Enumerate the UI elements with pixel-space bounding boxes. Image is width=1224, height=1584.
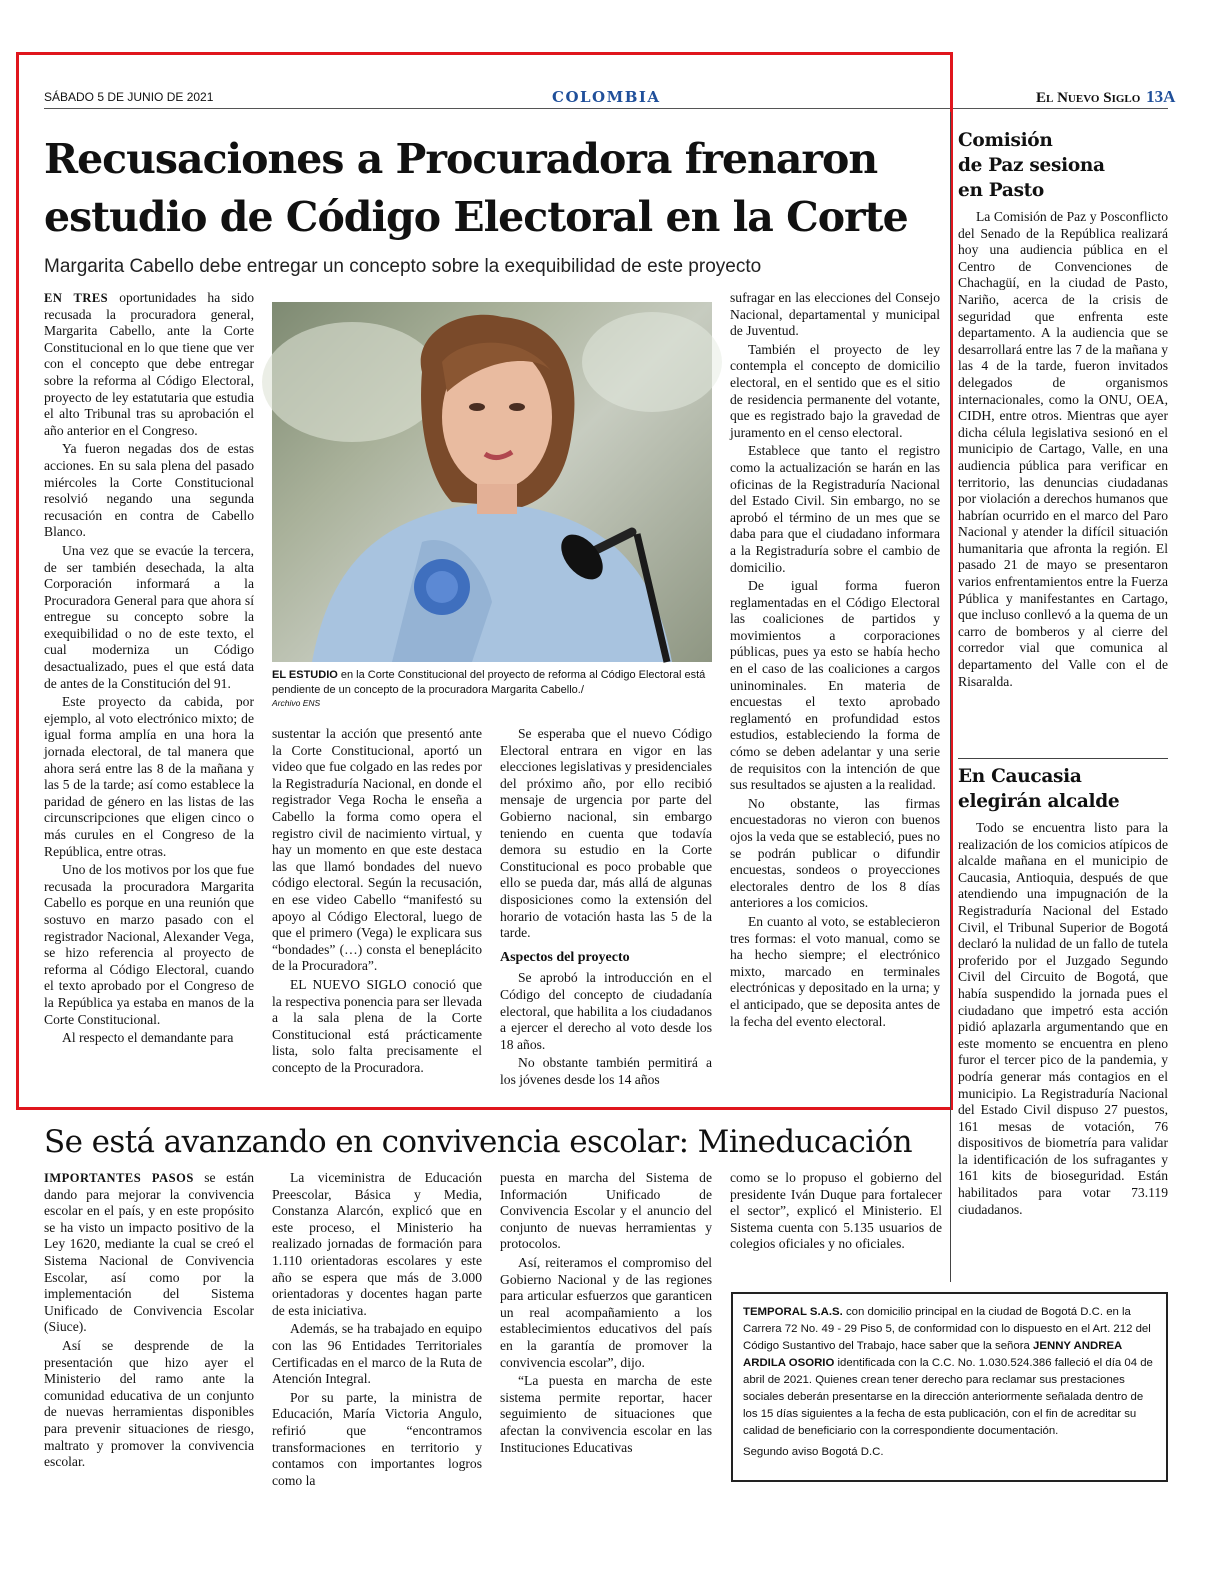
photo-caption xyxy=(272,668,712,709)
paragraph: También el proyecto de ley contempla el concepto de domicilio electoral, en el sentido que es el sitio de residencia permanente del votante, que es registrado bajo la gravedad de juramento en el censo electoral. xyxy=(730,341,940,440)
paragraph: Establece que tanto el registro como la actualización se harán en las oficinas de la Registraduría Nacional del Estado Civil. Sin embargo, no se aprobó el término de un mes que se daba para que el ciudadano informara a la Registraduría sobre el cambio de domicilio. xyxy=(730,443,940,575)
paragraph: Se aprobó la introducción en el Código del concepto de ciudadanía electoral, que habilita a los ciudadanos a ejercer el derecho al voto desde los 18 años. xyxy=(500,970,712,1052)
second-headline: Se está avanzando en convivencia escolar: Mineducación xyxy=(44,1124,913,1160)
notice-name: JENNY ANDREA ARDILA OSORIO xyxy=(743,1340,1122,1369)
notice-text-1: con domicilio principal en la ciudad de Bogotá D.C. en la Carrera 72 No. 49 - 29 Piso 5, de conformidad con lo dispuesto en el Art. 212 del Código Sustantivo del Trabajo, hace saber que la señora xyxy=(743,1306,1151,1352)
headline-line-2: estudio de Código Electoral en la Corte xyxy=(44,193,908,241)
paragraph: No obstante, las firmas encuestadoras no vieron con buenos ojos la veda que se estableció, pues no se podrán publicar o difundir encuestas, sondeos o proyecciones electorales dentro de los 8 días anteriores a los comicios. xyxy=(730,795,940,911)
paragraph: Por su parte, la ministra de Educación, María Victoria Angulo, refirió que “encontramos transformaciones en territorio y contamos con importantes logros como la xyxy=(272,1389,482,1488)
page-number: 13A xyxy=(1146,87,1176,106)
paragraph: sustentar la acción que presentó ante la Corte Constitucional, aportó un video que fue colgado en las redes por la Registraduría Nacional, en donde el registrador Vega Rocha le enseña a Cabello la forma como opera el registro civil de nacimiento virtual, y hay un momento en que este destaca las que llamó bondades del nuevo código electoral. Según la recusación, en ese video Cabello “manifestó su apoyo al Código Electoral, luego de que el primero (Vega) le explicara sus “bondades” (…) consta el beneplácito de la Procuradora”. xyxy=(272,726,482,974)
notice-body xyxy=(743,1304,1156,1440)
sidebar-divider xyxy=(958,758,1168,759)
main-column-3 xyxy=(500,726,712,1100)
sidebar-a-body xyxy=(958,209,1168,739)
photo xyxy=(272,302,712,662)
sidebar-b-body xyxy=(958,820,1168,1280)
notice-company: TEMPORAL S.A.S. xyxy=(743,1306,843,1318)
paragraph: Al respecto el demandante para xyxy=(62,1030,234,1046)
sidebar-rule xyxy=(950,112,951,1282)
masthead xyxy=(1036,87,1175,107)
main-column-1 xyxy=(44,290,254,1100)
paragraph: Ya fueron negadas dos de estas acciones. En su sala plena del pasado miércoles la Corte Constitucional resolvió negando una segunda recusación en contra de Cabello Blanco. xyxy=(44,441,254,540)
paragraph: sufragar en las elecciones del Consejo Nacional, departamental y municipal de Juventud. xyxy=(730,290,940,339)
sidebar-story-a xyxy=(958,128,1168,739)
paragraph: De igual forma fueron reglamentadas en el Código Electoral las coaliciones de partidos y movimientos a corporaciones públicas, pues ya esto se había hecho en el caso de las coaliciones a cargos uninominales. En materia de encuestas el texto aprobado reglamentó en profundidad estos estudios, estableciendo la forma de cómo se deben adelantar y una serie de requisitos con la intención de que sus resultados se ajusten a la realidad. xyxy=(730,578,940,793)
caption-text: en la Corte Constitucional del proyecto de reforma al Código Electoral está pendiente de un concepto de la procuradora Margarita Cabello./ xyxy=(272,669,706,696)
subhead: Aspectos del proyecto xyxy=(500,949,630,965)
paragraph: como se lo propuso el gobierno del presidente Iván Duque para fortalecer el sector”, explicó el Ministerio. El Sistema cuenta con 5.135 usuarios de colegios oficiales y no oficiales. xyxy=(730,1170,942,1252)
legal-notice xyxy=(731,1292,1168,1482)
notice-text-2: identificada con la C.C. No. 1.030.524.386 falleció el día 04 de abril de 2021. Quienes crean tener derecho para reclamar sus prestaciones sociales deberán presentarse en la dirección anteriormente señalada dentro de los 15 días siguientes a la fecha de esta publicación, con el fin de acreditar su calidad de beneficiario con la correspondiente documentación. xyxy=(743,1357,1153,1437)
lead-in: IMPORTANTES PASOS xyxy=(44,1171,194,1185)
paragraph: Todo se encuentra listo para la realización de los comicios atípicos de alcalde mañana en el municipio de Caucasia, Antioquia, después de que atendiendo una impugnación de la Registraduría Nacional del Estado Civil, el Tribunal Superior de Bogotá declaró la nulidad de un fallo de tutela proferido por el Juzgado Segundo Civil del Circuito de Bogotá, que había suspendido la jornada pues el ciudadano que impetró esta acción pidió aplazarla argumentando que en este momento se encuentra en pleno furor el tercer pico de la pandemia, y podría generar más contagios en el municipio. La Registraduría Nacional del Estado Civil dispuso 27 puestos, 161 mesas de votación, 76 dispositivos de biometría para validar la identificación de los sufragantes y 161 kits de bioseguridad. Están habilitados para votar 73.119 ciudadanos. xyxy=(958,820,1168,1217)
notice-footer: Segundo aviso Bogotá D.C. xyxy=(743,1446,884,1458)
paragraph: se están dando para mejorar la convivencia escolar en el país, y en este propósito se ha visto un impacto positivo de la Ley 1620, mediante la cual se creó el Sistema Nacional de Convivencia Escolar, así como por la implementación del Sistema Unificado de Convivencia Escolar (Siuce). xyxy=(44,1170,254,1335)
lead-in: EN TRES xyxy=(44,291,109,305)
paragraph: Además, se ha trabajado en equipo con las 96 Entidades Territoriales Certificadas en el marco de la Ruta de Atención Integral. xyxy=(272,1321,482,1387)
deck: Margarita Cabello debe entregar un concepto sobre la exequibilidad de este proyecto xyxy=(44,256,762,277)
title-line: en Pasto xyxy=(958,180,1044,201)
paragraph: En cuanto al voto, se establecieron tres formas: el voto manual, como se ha hecho siempre; el electrónico mixto, marcado en terminales electrónicas y depositado en la urna; y el anticipado, que se deposita antes de la fecha del evento electoral. xyxy=(730,913,940,1029)
paragraph: La Comisión de Paz y Posconflicto del Senado de la República realizará hoy una audiencia pública en el Centro de Convenciones de Chachagüí, en la ciudad de Pasto, Nariño, acerca de la crisis de seguridad que enfrenta este departamento. A la audiencia que se desarrollará entre las 7 de la mañana y las 4 de la tarde, fueron invitados delegados de organismos internacionales, como la ONU, OEA, CIDH, entre otros. Mientras que ayer dicha célula legislativa sesionó en el municipio de Cartago, Valle, en una audiencia pública para verificar en territorio, las denuncias ciudadanas por violación a derechos humanos que habrían ocurrido en el marco del Paro Nacional y atender la difícil situación humanitaria que afronta la región. El pasado 21 de mayo se presentaron varios enfrentamientos entre la Fuerza Pública y manifestantes en Cartago, que incluso conllevó a la quema de un carro de bomberos y al cierre del corredor vial que comunica al departamento del Valle con el de Risaralda. xyxy=(958,209,1168,689)
photo-credit: Archivo ENS xyxy=(272,698,321,708)
paragraph: No obstante también permitirá a los jóvenes desde los 14 años xyxy=(500,1055,712,1087)
paragraph: oportunidades ha sido recusada la procuradora general, Margarita Cabello, ante la Corte Constitucional en lo que tiene que ver con el concepto que debe entregar sobre la reforma al Código Electoral, proyecto de ley estatutaria que estudia el alto Tribunal tras su aprobación el año anterior en el Congreso. xyxy=(44,290,254,438)
main-headline xyxy=(44,130,924,246)
paragraph: Así, reiteramos el compromiso del Gobierno Nacional y de las regiones para articular esfuerzos que garanticen un real acompañamiento a los establecimientos educativos del país en la garantía de promover la convivencia escolar”, dijo. xyxy=(500,1254,712,1370)
headline-line-1: Recusaciones a Procuradora frenaron xyxy=(44,135,878,183)
paragraph: Una vez que se evacúe la tercera, de ser también desechada, la alta Corporación informará a la Procuradora General para que ahora sí entregue su concepto sobre la exequibilidad o no de este texto, el cual moderniza un Código desactualizado, pues el que está data de antes de la Constitución del 91. xyxy=(44,542,254,691)
title-line: Comisión xyxy=(958,130,1053,151)
title-line: de Paz sesiona xyxy=(958,155,1105,176)
paragraph: “La puesta en marcha de este sistema permite reportar, hacer seguimiento de situaciones que afectan la convivencia escolar en las Instituciones Educativas xyxy=(500,1373,712,1455)
main-column-2 xyxy=(272,726,482,1100)
caption-lead: EL ESTUDIO xyxy=(272,669,338,681)
title-line: En Caucasia xyxy=(958,766,1082,787)
page-date: SÁBADO 5 DE JUNIO DE 2021 xyxy=(44,90,214,104)
title-line: elegirán alcalde xyxy=(958,791,1120,812)
second-column-2 xyxy=(272,1170,482,1488)
section-label: COLOMBIA xyxy=(552,88,661,106)
paragraph: puesta en marcha del Sistema de Información Unificado de Convivencia Escolar y el anuncio del conjunto de nuevas herramientas y protocolos. xyxy=(500,1170,712,1252)
second-column-3 xyxy=(500,1170,712,1480)
sidebar-a-title xyxy=(958,128,1168,203)
main-column-4 xyxy=(730,290,940,1100)
paragraph: La viceministra de Educación Preescolar, Básica y Media, Constanza Alarcón, explicó que en este proceso, el Ministerio ha realizado jornadas de formación para 1.110 orientadoras escolares y este año se espera que más de 3.000 orientadoras y docentes hagan parte de esta iniciativa. xyxy=(272,1170,482,1318)
sidebar-story-b xyxy=(958,764,1168,1280)
portrait-illustration xyxy=(272,302,712,662)
sidebar-b-title xyxy=(958,764,1168,814)
paragraph: Así se desprende de la presentación que hizo ayer el Ministerio del ramo ante la comunidad educativa de un conjunto de nuevas herramientas disponibles para prevenir situaciones de riesgo, maltrato y promover la convivencia escolar. xyxy=(44,1337,254,1470)
paragraph: EL NUEVO SIGLO conoció que la respectiva ponencia para ser llevada a la sala plena de la Corte Constitucional está prácticamente lista, solo falta precisamente el concepto de la Procuradora. xyxy=(272,976,482,1075)
second-column-4 xyxy=(730,1170,942,1280)
paper-name: El Nuevo Siglo xyxy=(1036,90,1141,106)
paragraph: Este proyecto da cabida, por ejemplo, al voto electrónico mixto; de igual forma amplía en una hora la jornada electoral, de tal manera que ahora será entre las 8 de la mañana y las 5 de la tarde; así como establece la paridad de género en las listas de las circunscripciones que eligen cinco o más curules en el Congreso de la República, entre otras. xyxy=(44,694,254,859)
paragraph: Uno de los motivos por los que fue recusada la procuradora Margarita Cabello es porque en una reunión que sostuvo en marzo pasado con el registrador Nacional, Alexander Vega, se hizo referencia al proyecto de reforma al Código Electoral, cuando el texto aprobado por el Congreso de la República ya estaba en manos de la Corte Constitucional. xyxy=(44,862,254,1027)
second-column-1 xyxy=(44,1170,254,1480)
paragraph: Se esperaba que el nuevo Código Electoral entrara en vigor en las elecciones legislativas y presidenciales del próximo año, por ello recibió mensaje de urgencia por parte del Gobierno nacional, sin embargo teniendo en cuenta que todavía demora su estudio en la Corte Constitucional es poco probable que ello se pueda dar, más allá de algunas disposiciones como la extensión del horario de votación hasta las 5 de la tarde. xyxy=(500,726,712,941)
